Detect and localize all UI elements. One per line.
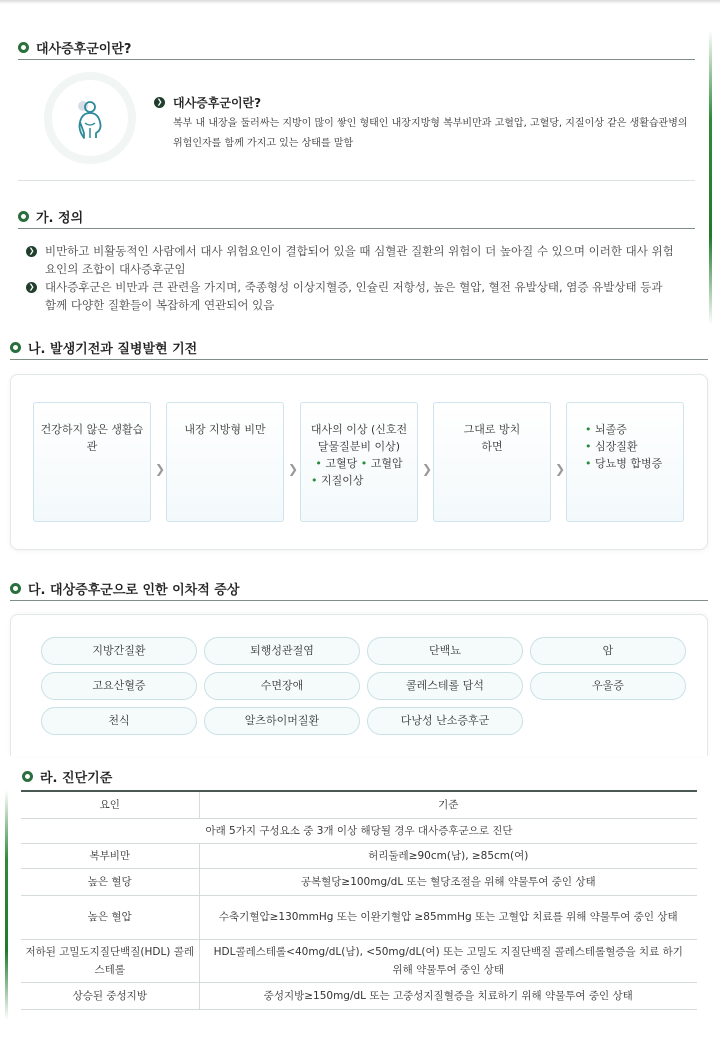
intro-title-text: 대사증후군이란? — [36, 42, 132, 57]
flow-step-list — [573, 421, 677, 472]
circle-bullet-icon — [18, 42, 29, 53]
intro-question-text: 대사증후군이란? — [173, 96, 262, 110]
mechanism-section-title — [10, 338, 197, 357]
arrow-bullet-icon: ❯ — [154, 97, 165, 108]
criterion-cell: 수축기혈압≥130mmHg 또는 이완기혈압 ≥85mmHg 또는 고혈압 치료를 위해 약물투여 중인 상태 — [199, 895, 697, 939]
symptom-tag: 알츠하이머질환 — [204, 707, 360, 735]
symptom-tag: 천식 — [41, 707, 197, 735]
table-row — [21, 982, 697, 1009]
symptom-tag: 퇴행성관절염 — [204, 637, 360, 665]
criterion-cell: 허리둘레≥90cm(남), ≥85cm(여) — [199, 843, 697, 868]
chevron-right-icon: ❯ — [155, 462, 166, 476]
table-header-row — [21, 791, 697, 818]
symptom-tag: 다낭성 난소증후군 — [367, 707, 523, 735]
right-green-edge — [709, 30, 712, 325]
circle-bullet-icon — [18, 211, 29, 222]
flow-step-list — [307, 472, 411, 489]
flow-step-text: 건강하지 않은 생활습관 — [40, 423, 144, 453]
symptoms-title-text: 다. 대상증후군으로 인한 이차적 증상 — [28, 583, 240, 598]
list-item — [26, 242, 676, 278]
flow-step-text: 그대로 방치 하면 — [463, 423, 521, 453]
symptoms-title-rule — [10, 600, 708, 601]
body-figure-icon — [52, 80, 128, 156]
list-item: • 고혈압 — [361, 457, 403, 470]
definition-item-text: 대사증후군은 비만과 큰 관련을 가지며, 죽종형성 이상지혈증, 인슐린 저항성, 높은 혈압, 혈전 유발상태, 염증 유발상태 등과 함께 다양한 질환들이 복잡하게 연관되어 있음 — [45, 280, 663, 312]
criteria-title-text: 라. 진단기준 — [40, 771, 113, 786]
factor-cell: 높은 혈당 — [21, 868, 199, 895]
chevron-right-icon: ❯ — [422, 462, 433, 476]
definition-section-title — [18, 207, 83, 226]
intro-divider — [18, 180, 695, 181]
circle-bullet-icon — [10, 342, 21, 353]
flow-step-text: 대사의 이상 (신호전달물질분비 이상) — [310, 423, 408, 453]
criterion-cell: 공복혈당≥100mg/dL 또는 혈당조절을 위해 약물투여 중인 상태 — [199, 868, 697, 895]
top-shadow — [0, 0, 720, 4]
symptom-tag: 콜레스테롤 담석 — [367, 672, 523, 700]
symptom-tag: 수면장애 — [204, 672, 360, 700]
intro-question — [154, 94, 261, 111]
list-item: • 뇌졸증 — [585, 421, 677, 438]
table-row — [21, 818, 697, 843]
factor-cell: 복부비만 — [21, 843, 199, 868]
symptom-tag: 고요산혈증 — [41, 672, 197, 700]
definition-title-rule — [18, 228, 695, 229]
symptom-tag: 암 — [530, 637, 686, 665]
list-item — [26, 278, 676, 314]
flow-step-neglect — [433, 402, 551, 522]
table-note: 아래 5가지 구성요소 중 3개 이상 해당될 경우 대사증후군으로 진단 — [21, 818, 697, 843]
chevron-right-icon: ❯ — [555, 462, 566, 476]
symptom-tag: 우울증 — [530, 672, 686, 700]
arrow-bullet-icon: ❯ — [26, 282, 37, 293]
list-item: • 당뇨병 합병증 — [585, 455, 677, 472]
intro-title-rule — [18, 59, 695, 60]
table-row — [21, 895, 697, 939]
criteria-section-title — [22, 767, 112, 786]
list-item: • 지질이상 — [311, 472, 411, 489]
column-header: 요인 — [21, 791, 199, 818]
definition-title-text: 가. 정의 — [36, 211, 84, 226]
factor-cell: 높은 혈압 — [21, 895, 199, 939]
table-row — [21, 843, 697, 868]
circle-bullet-icon — [10, 583, 21, 594]
criteria-table — [21, 790, 697, 1010]
chevron-right-icon: ❯ — [288, 462, 299, 476]
criterion-cell: HDL콜레스테롤<40mg/dL(남), <50mg/dL(여) 또는 고밀도 지질단백질 콜레스테롤혈증을 치료 하기 위해 약물투여 중인 상태 — [199, 939, 697, 982]
intro-section-title — [18, 38, 131, 57]
factor-cell: 상승된 중성지방 — [21, 982, 199, 1009]
symptoms-section-title — [10, 579, 239, 598]
definition-item-text: 비만하고 비활동적인 사람에서 대사 위험요인이 결합되어 있을 때 심혈관 질환의 위험이 더 높아질 수 있으며 이러한 대사 위험요인의 조합이 대사증후군임 — [45, 244, 674, 276]
flow-step-diseases — [566, 402, 684, 522]
column-header: 기준 — [199, 791, 697, 818]
factor-cell: 저하된 고밀도지질단백질(HDL) 콜레스테롤 — [21, 939, 199, 982]
flow-step-metabolic — [300, 402, 418, 522]
circle-bullet-icon — [22, 771, 33, 782]
criterion-cell: 중성지방≥150mg/dL 또는 고중성지질혈증을 치료하기 위해 약물투여 중인 상태 — [199, 982, 697, 1009]
intro-description: 복부 내 내장을 둘러싸는 지방이 많이 쌓인 형태인 내장지방형 복부비만과 고혈압, 고혈당, 지질이상 같은 생활습관병의 위험인자를 함께 가지고 있는 상태를 말함 — [173, 118, 688, 149]
table-row — [21, 868, 697, 895]
flow-step-obesity — [166, 402, 284, 522]
mechanism-title-rule — [10, 359, 708, 360]
table-row — [21, 939, 697, 982]
symptom-tag: 단백뇨 — [367, 637, 523, 665]
mechanism-title-text: 나. 발생기전과 질병발현 기전 — [28, 342, 198, 357]
definition-list — [26, 242, 676, 314]
flow-step-text: 내장 지방형 비만 — [184, 423, 266, 436]
arrow-bullet-icon: ❯ — [26, 246, 37, 257]
flow-step-list — [307, 455, 411, 472]
symptom-tag: 지방간질환 — [41, 637, 197, 665]
left-green-edge — [5, 790, 8, 1020]
list-item: • 고혈당 — [315, 457, 357, 470]
flow-step-lifestyle — [33, 402, 151, 522]
list-item: • 심장질환 — [585, 438, 677, 455]
